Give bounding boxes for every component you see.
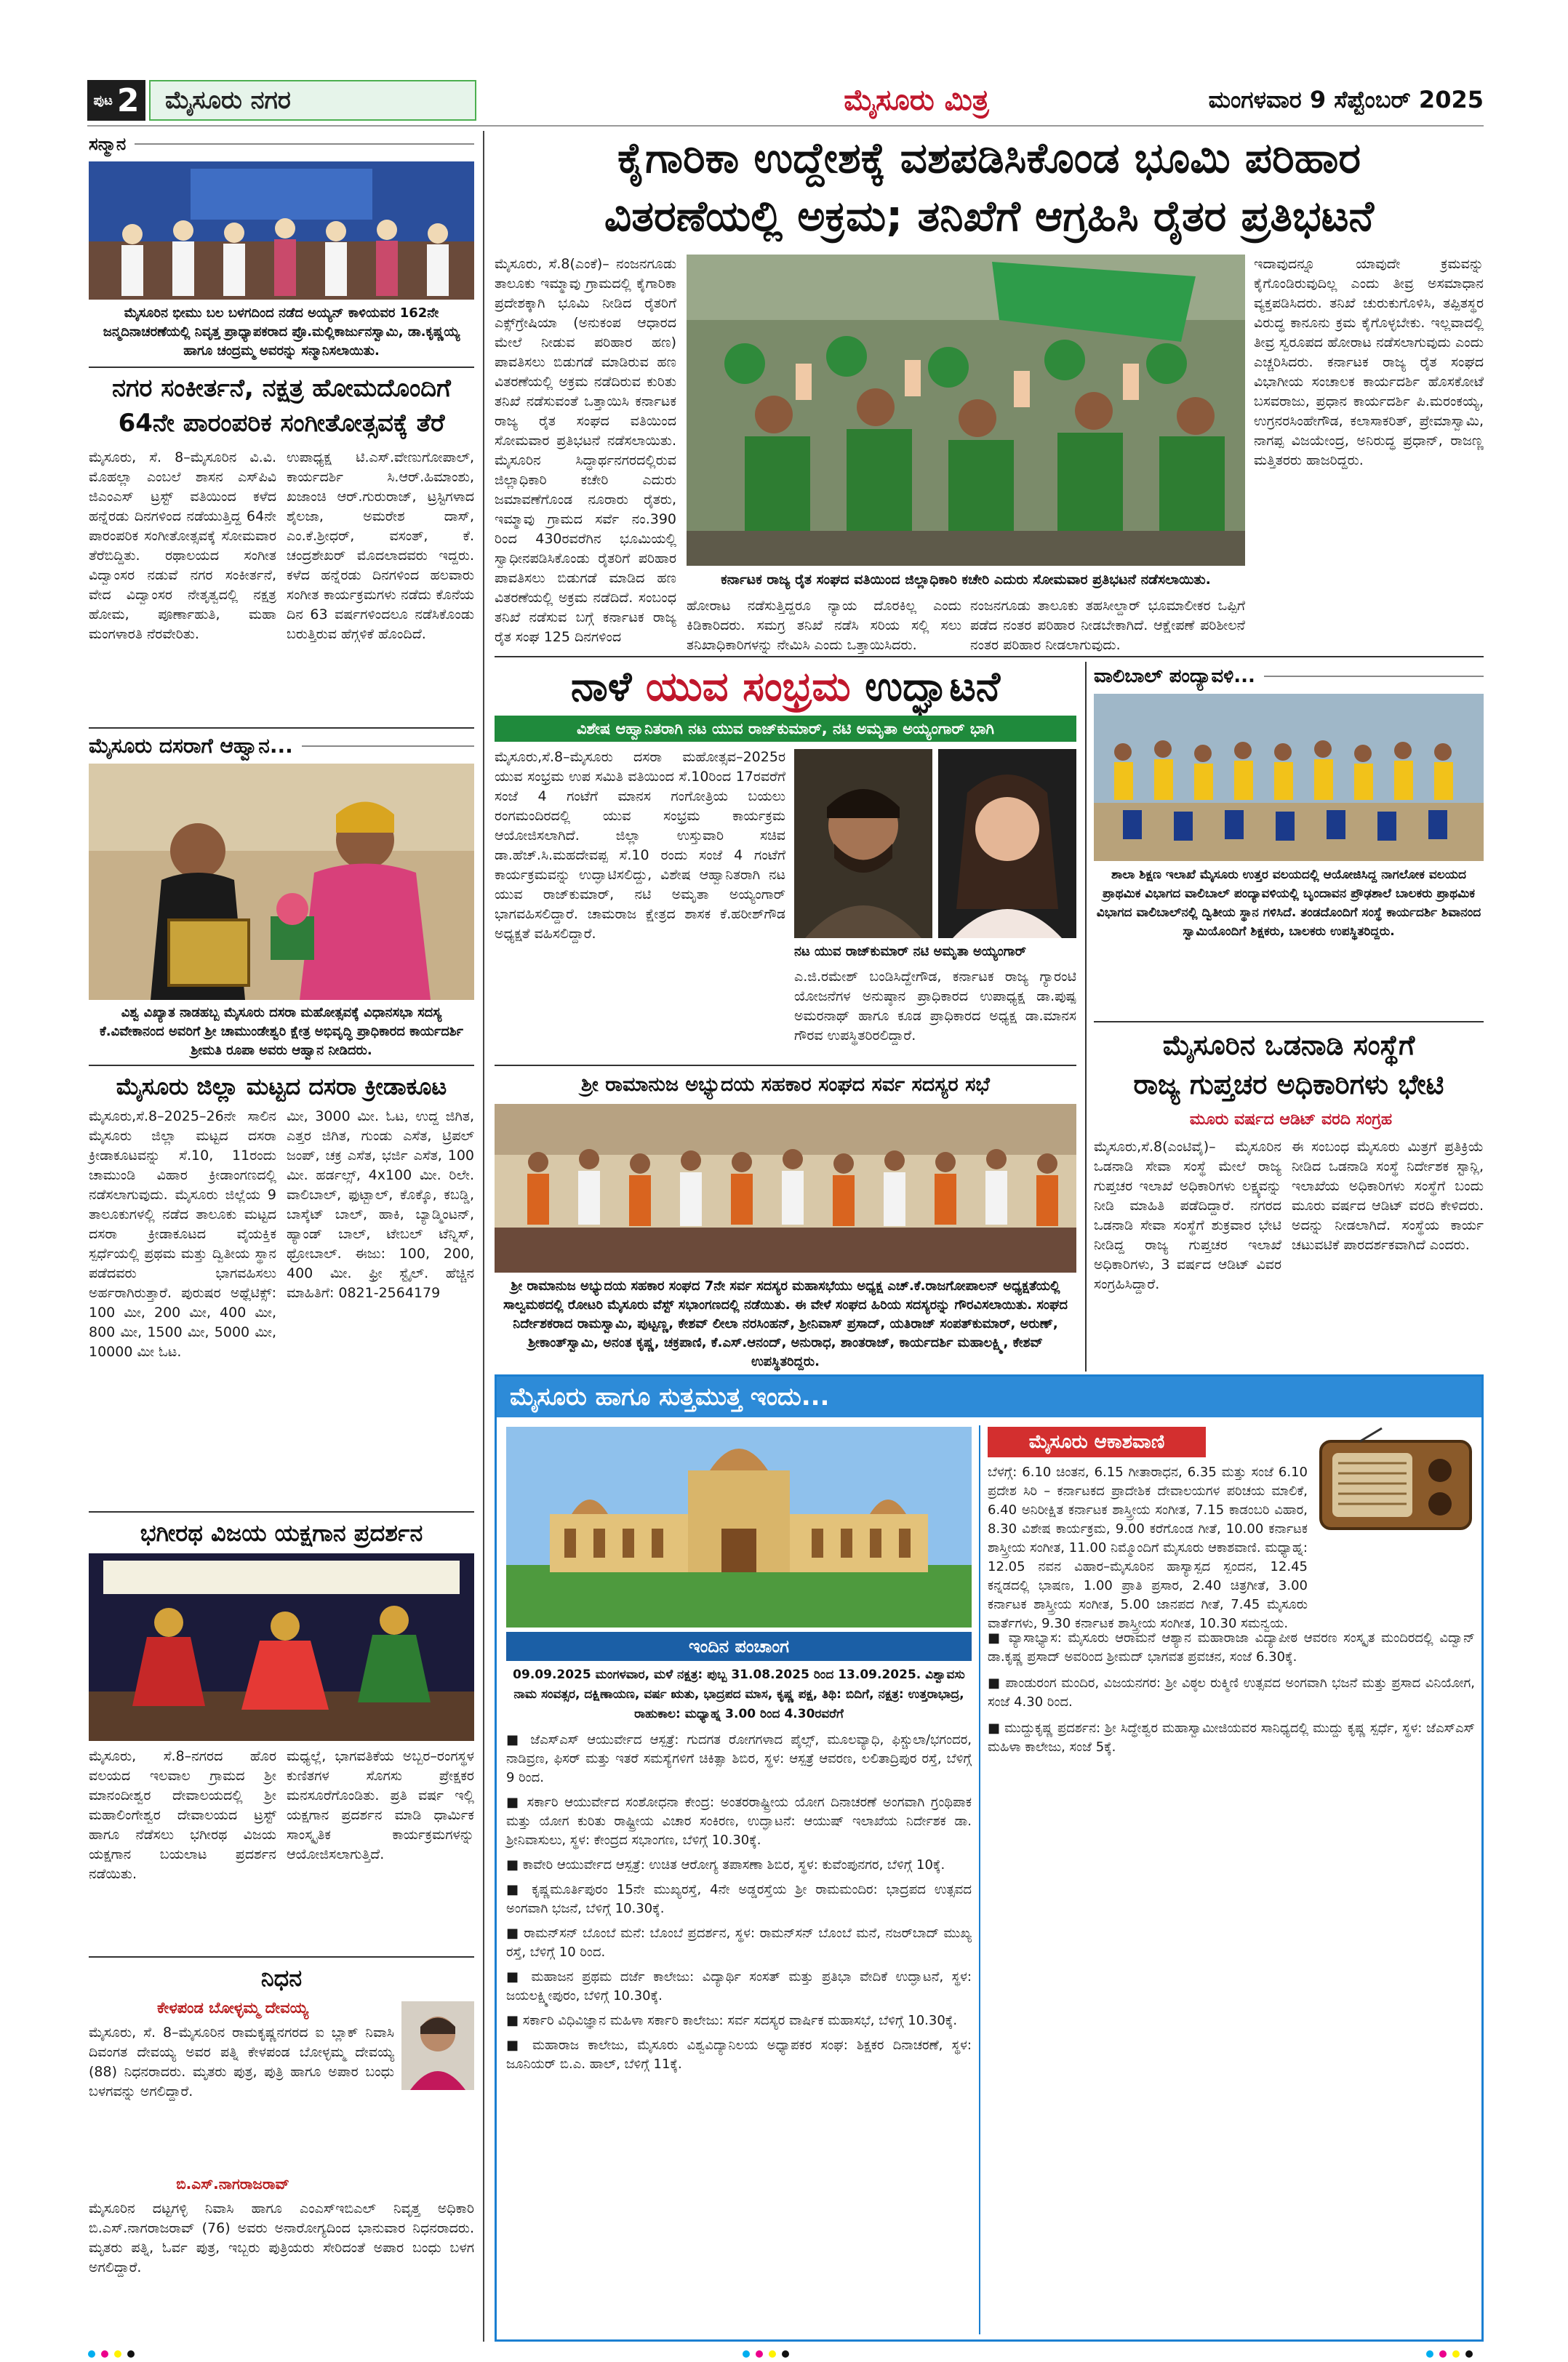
radio-section-header: ಮೈಸೂರು ಆಕಾಶವಾಣಿ	[988, 1427, 1206, 1457]
audit-body-col2: ಈ ಸಂಬಂಧ ಮೈಸೂರು ಮಿತ್ರಗೆ ಪ್ರತಿಕ್ರಿಯೆ ನೀಡಿದ ಒಡನಾಡಿ ಸಂಸ್ಥೆ ನಿರ್ದೇಶಕ ಸ್ಟಾನ್ಲಿ, ಇಲಾಖೆಯ ಅಧಿಕಾರಿಗಳು ಸಂಸ್ಥೆಗೆ ಬಂದು ಮೂರು ವರ್ಷದ ಆಡಿಟ್ ವರದಿ ಕೇಳಿದರು. ಅದನ್ನು ನೀಡಲಾಗಿದೆ. ಸಂಸ್ಥೆಯ ಕಾರ್ಯ ಚಟುವಟಿಕೆ ಪಾರದರ್ಶಕವಾಗಿದೆ ಎಂದರು.	[1292, 1139, 1484, 1253]
audit-headline-line1: ಮೈಸೂರಿನ ಒಡನಾಡಿ ಸಂಸ್ಥೆಗೆ	[1162, 1029, 1415, 1061]
radio-icon	[1316, 1427, 1475, 1536]
ramanuja-headline: ಶ್ರೀ ರಾಮಾನುಜ ಅಭ್ಯುದಯ ಸಹಕಾರ ಸಂಘದ ಸರ್ವ ಸದಸ್ಯರ ಸಭೆ	[581, 1073, 990, 1096]
lead-body-right: ಇದಾವುದನ್ನೂ ಯಾವುದೇ ಕ್ರಮವನ್ನು ಕೈಗೊಂಡಿರುವುದಿಲ್ಲ ಎಂದು ತೀವ್ರ ಅಸಮಾಧಾನ ವ್ಯಕ್ತಪಡಿಸಿದರು. ತನಿಖೆ ಚುರುಕುಗೊಳಿಸಿ, ತಪ್ಪಿತಸ್ಥರ ವಿರುದ್ಧ ಕಾನೂನು ಕ್ರಮ ಕೈಗೊಳ್ಳಬೇಕು. ಇಲ್ಲವಾದಲ್ಲಿ ತೀವ್ರ ಸ್ವರೂಪದ ಹೋರಾಟ ನಡೆಸಲಾಗುವುದು ಎಂದು ಎಚ್ಚರಿಸಿದರು. ಕರ್ನಾಟಕ ರಾಜ್ಯ ರೈತ ಸಂಘದ ವಿಭಾಗೀಯ ಸಂಚಾಲಕ ಕಾರ್ಯದರ್ಶಿ ಹೊಸಕೋಟೆ ಬಸವರಾಜು, ಪ್ರಧಾನ ಕಾರ್ಯದರ್ಶಿ ಪಿ.ಮರಂಕಯ್ಯ, ಉಗ್ರನರಸಿಂಹೇಗೌಡ, ಕಲಾಸಾಕರಿತ್, ಪ್ರೇಮಾಸ್ವಾಮಿ, ನಾಗಪ್ಪ ವಿಜಯೇಂದ್ರ, ಅನಿರುದ್ಧ ಪ್ರಧಾನ್, ರಾಜಣ್ಣ ಮತ್ತಿತರರು ಹಾಜರಿದ್ದರು.	[1254, 256, 1484, 468]
event-item: ■ ಸರ್ಕಾರಿ ವಿಧಿವಿಜ್ಞಾನ ಮಹಿಳಾ ಸರ್ಕಾರಿ ಕಾಲೇಜು: ಸರ್ವ ಸದಸ್ಯರ ವಾರ್ಷಿಕ ಮಹಾಸಭೆ, ಬೆಳಿಗ್ಗೆ 10.30ಕ್ಕೆ.	[506, 2013, 958, 2028]
obituary-section: ನಿಧನ	[260, 1964, 303, 1992]
divider	[495, 1065, 1076, 1066]
column-rule	[1085, 662, 1087, 1372]
section-volleyball	[1094, 662, 1484, 691]
panchanga-title: ಇಂದಿನ ಪಂಚಾಂಗ	[506, 1632, 972, 1661]
obituary-text-1: ಮೈಸೂರು, ಸೆ. 8–ಮೈಸೂರಿನ ರಾಮಕೃಷ್ಣನಗರದ ಐ ಬ್ಲಾಕ್ ನಿವಾಸಿ ದಿವಂಗತ ದೇವಯ್ಯ ಅವರ ಪತ್ನಿ ಕೇಳಪಂಡ ಬೋಳ್ಳಮ್ಮ ದೇವಯ್ಯ (88) ನಿಧನರಾದರು. ಮೃತರು ಪುತ್ರ, ಪುತ್ರಿ ಹಾಗೂ ಅಪಾರ ಬಂಧು ಬಳಗವನ್ನು ಅಗಲಿದ್ದಾರೆ.	[89, 2025, 394, 2099]
event-item: ■ ಮಹಾರಾಜ ಕಾಲೇಜು, ಮೈಸೂರು ವಿಶ್ವವಿದ್ಯಾನಿಲಯ ಅಧ್ಯಾಪಕರ ಸಂಘ: ಶಿಕ್ಷಕರ ದಿನಾಚರಣೆ, ಸ್ಥಳ: ಜೂನಿಯರ್ ಬಿ.ಎ. ಹಾಲ್, ಬೆಳಿಗ್ಗೆ 11ಕ್ಕೆ.	[506, 2038, 972, 2072]
obituary-name-2: ಬಿ.ಎಸ್.ನಾಗರಾಜರಾವ್	[176, 2175, 289, 2193]
lead-headline-line1: ಕೈಗಾರಿಕಾ ಉದ್ದೇಶಕ್ಕೆ ವಶಪಡಿಸಿಕೊಂಡ ಭೂಮಿ ಪರಿಹಾರ	[617, 133, 1361, 183]
divider	[89, 1511, 474, 1513]
section-felicitation-label: ಸನ್ಮಾನ	[89, 134, 127, 154]
audit-body-col1: ಮೈಸೂರು,ಸೆ.8(ಎಂಟಿವೈ)– ಮೈಸೂರಿನ ಒಡನಾಡಿ ಸೇವಾ ಸಂಸ್ಥೆ ಮೇಲೆ ರಾಜ್ಯ ಗುಪ್ತಚರ ಇಲಾಖೆ ಅಧಿಕಾರಿಗಳು ಲಕ್ಷ್ಯವನ್ನು ನೀಡಿ ಮಾಹಿತಿ ಪಡೆದಿದ್ದಾರೆ. ನಗರದ ಒಡನಾಡಿ ಸೇವಾ ಸಂಸ್ಥೆಗೆ ಶುಕ್ರವಾರ ಭೇಟಿ ನೀಡಿದ್ದ ರಾಜ್ಯ ಗುಪ್ತಚರ ಇಲಾಖೆ ಅಧಿಕಾರಿಗಳು, 3 ವರ್ಷದ ಆಡಿಟ್ ವಿವರ ಸಂಗ್ರಹಿಸಿದ್ದಾರೆ.	[1094, 1139, 1281, 1292]
mysore-palace-photo	[506, 1427, 972, 1628]
divider	[89, 1065, 474, 1066]
event-item: ■ ಮಹಾಜನ ಪ್ರಥಮ ದರ್ಜೆ ಕಾಲೇಜು: ವಿದ್ಯಾರ್ಥಿ ಸಂಸತ್ ಮತ್ತು ಪ್ರತಿಭಾ ವೇದಿಕೆ ಉದ್ಘಾಟನೆ, ಸ್ಥಳ: ಜಯಲಕ್ಷ್ಮೀಪುರಂ, ಬೆಳಿಗ್ಗೆ 10.30ಕ್ಕೆ.	[506, 1969, 972, 2003]
section-dasara-invite	[89, 732, 474, 761]
dasara-invite-caption: ವಿಶ್ವ ವಿಖ್ಯಾತ ನಾಡಹಬ್ಬ ಮೈಸೂರು ದಸರಾ ಮಹೋತ್ಸವಕ್ಕೆ ವಿಧಾನಸಭಾ ಸದಸ್ಯ ಕೆ.ವಿವೇಕಾನಂದ ಅವರಿಗೆ ಶ್ರೀ ಚಾಮುಂಡೇಶ್ವರಿ ಕ್ಷೇತ್ರ ಅಭಿವೃದ್ಧಿ ಪ್ರಾಧಿಕಾರದ ಕಾರ್ಯದರ್ಶಿ ಶ್ರೀಮತಿ ರೂಪಾ ಅವರು ಆಹ್ವಾನ ನೀಡಿದರು.	[99, 1005, 464, 1058]
sankeertane-body-col2: ಉಪಾಧ್ಯಕ್ಷ ಟಿ.ಎಸ್.ವೇಣುಗೋಪಾಲ್, ಕಾರ್ಯದರ್ಶಿ ಸಿ.ಆರ್.ಹಿಮಾಂಶು, ಖಜಾಂಚಿ ಆರ್.ಗುರುರಾಜ್, ಟ್ರಸ್ಟಿಗಳಾದ ಶೈಲಜಾ, ಅಮರೇಶ ದಾಸ್, ಎಂ.ಕೆ.ಶ್ರೀಧರ್, ವಸಂತ್, ಕೆ. ಚಂದ್ರಶೇಖರ್ ಮೊದಲಾದವರು ಇದ್ದರು. ಕಳೆದ ಹನ್ನೆರಡು ದಿನಗಳಿಂದ ಹಲವಾರು ಸಂಗೀತ ಕಾರ್ಯಕ್ರಮಗಳು ನಡೆದು ಕೊನೆಯ ದಿನ 63 ವರ್ಷಗಳಿಂದಲೂ ನಡೆಸಿಕೊಂಡು ಬರುತ್ತಿರುವ ಹೆಗ್ಗಳಿಕೆ ಹೊಂದಿದೆ.	[287, 449, 474, 642]
divider	[89, 367, 474, 368]
lead-protest-photo	[687, 255, 1245, 566]
yuva-headline-highlight: ಯುವ ಸಂಭ್ರಮ	[645, 663, 851, 710]
yuva-photo-caption: ನಟ ಯುವ ರಾಜ್‌ಕುಮಾರ್ ನಟಿ ಅಮೃತಾ ಅಯ್ಯಂಗಾರ್	[794, 944, 1027, 959]
audit-headline-line2: ರಾಜ್ಯ ಗುಪ್ತಚರ ಅಧಿಕಾರಿಗಳು ಭೇಟಿ	[1133, 1068, 1444, 1100]
today-events-right	[988, 1629, 1475, 2334]
sports-body-col1: ಮೈಸೂರು,ಸೆ.8–2025–26ನೇ ಸಾಲಿನ ಮೈಸೂರು ಜಿಲ್ಲಾ ಮಟ್ಟದ ದಸರಾ ಕ್ರೀಡಾಕೂಟವನ್ನು ಸೆ.10, 11ರಂದು ಚಾಮುಂಡಿ ವಿಹಾರ ಕ್ರೀಡಾಂಗಣದಲ್ಲಿ ನಡೆಸಲಾಗುವುದು. ಮೈಸೂರು ಜಿಲ್ಲೆಯ 9 ತಾಲೂಕುಗಳಲ್ಲಿ ನಡೆದ ತಾಲೂಕು ಮಟ್ಟದ ದಸರಾ ಕ್ರೀಡಾಕೂಟದ ವೈಯಕ್ತಿಕ ಸ್ಪರ್ಧೆಯಲ್ಲಿ ಪ್ರಥಮ ಮತ್ತು ದ್ವಿತೀಯ ಸ್ಥಾನ ಪಡೆದವರು ಭಾಗವಹಿಸಲು ಅರ್ಹರಾಗಿರುತ್ತಾರೆ. ಪುರುಷರ ಅಥ್ಲೆಟಿಕ್ಸ್: 100 ಮೀ, 200 ಮೀ, 400 ಮೀ, 800 ಮೀ, 1500 ಮೀ, 5000 ಮೀ, 10000 ಮೀ ಓಟ.	[89, 1108, 276, 1360]
page-number: 2	[116, 81, 140, 119]
sports-headline: ಮೈಸೂರು ಜಿಲ್ಲಾ ಮಟ್ಟದ ದಸರಾ ಕ್ರೀಡಾಕೂಟ	[116, 1073, 447, 1100]
lead-photo-caption: ಕರ್ನಾಟಕ ರಾಜ್ಯ ರೈತ ಸಂಘದ ವತಿಯಿಂದ ಜಿಲ್ಲಾಧಿಕಾರಿ ಕಚೇರಿ ಎದುರು ಸೋಮವಾರ ಪ್ರತಿಭಟನೆ ನಡೆಸಲಾಯಿತು.	[721, 572, 1211, 588]
actor-yuva-photo	[794, 749, 932, 938]
yuva-kicker: ವಿಶೇಷ ಆಹ್ವಾನಿತರಾಗಿ ನಟ ಯುವ ರಾಜ್‌ಕುಮಾರ್, ನಟಿ ಅಮೃತಾ ಅಯ್ಯಂಗಾರ್ ಭಾಗಿ	[495, 716, 1076, 742]
yuva-body-col2: ಎ.ಜಿ.ರಮೇಶ್ ಬಂಡಿಸಿದ್ದೇಗೌಡ, ಕರ್ನಾಟಕ ರಾಜ್ಯ ಗ್ಯಾರಂಟಿ ಯೋಜನೆಗಳ ಅನುಷ್ಠಾನ ಪ್ರಾಧಿಕಾರದ ಉಪಾಧ್ಯಕ್ಷ ಡಾ.ಪುಷ್ಪ ಅಮರನಾಥ್ ಹಾಗೂ ಕೂಡ ಪ್ರಾಧಿಕಾರದ ಅಧ್ಯಕ್ಷ ಡಾ.ಮಾನಸ ಗೌರವ ಉಪಸ್ಥಿತರಿರಲಿದ್ದಾರೆ.	[794, 969, 1076, 1044]
dasara-invite-photo	[89, 764, 474, 1000]
ramanuja-group-photo	[495, 1104, 1076, 1273]
yakshagana-body-col1: ಮೈಸೂರು, ಸೆ.8–ನಗರದ ಹೊರ ವಲಯದ ಇಲವಾಲ ಗ್ರಾಮದ ಶ್ರೀ ಮಾನಂದೀಶ್ವರ ದೇವಾಲಯದಲ್ಲಿ ಶ್ರೀ ಮಹಾಲಿಂಗೇಶ್ವರ ದೇವಾಲಯದ ಟ್ರಸ್ಟ್ ಹಾಗೂ ನೆಡೆಸಲು ಭಗೀರಥ ವಿಜಯ ಯಕ್ಷಗಾನ ಬಯಲಾಟ ಪ್ರದರ್ಶನ ನಡೆಯಿತು.	[89, 1748, 276, 1882]
divider	[89, 727, 474, 729]
event-item: ■ ಸರ್ಕಾರಿ ಆಯುರ್ವೇದ ಸಂಶೋಧನಾ ಕೇಂದ್ರ: ಅಂತರರಾಷ್ಟ್ರೀಯ ಯೋಗ ದಿನಾಚರಣೆ ಅಂಗವಾಗಿ ಗ್ರಂಥಿಪಾಕ ಮತ್ತು ಯೋಗ ಕುರಿತು ರಾಷ್ಟ್ರೀಯ ವಿಚಾರ ಸಂಕಿರಣ, ಉದ್ಘಾಟನೆ: ಆಯುಷ್ ಇಲಾಖೆಯ ನಿರ್ದೇಶಕ ಡಾ. ಶ್ರೀನಿವಾಸುಲು, ಸ್ಥಳ: ಕೇಂದ್ರದ ಸಭಾಂಗಣ, ಬೆಳಿಗ್ಗೆ 10.30ಕ್ಕೆ.	[506, 1795, 972, 1848]
yakshagana-photo	[89, 1553, 474, 1741]
panchanga-text: 09.09.2025 ಮಂಗಳವಾರ, ಮಳೆ ನಕ್ಷತ್ರ: ಪುಬ್ಬ 31.08.2025 ರಿಂದ 13.09.2025. ವಿಶ್ವಾವಸು ನಾಮ ಸಂವತ್ಸರ, ದಕ್ಷಿಣಾಯಣ, ವರ್ಷ ಋತು, ಭಾದ್ರಪದ ಮಾಸ, ಕೃಷ್ಣ ಪಕ್ಷ, ತಿಥಿ: ಬಿದಿಗೆ, ನಕ್ಷತ್ರ: ಉತ್ತರಾಭಾದ್ರ, ರಾಹುಕಾಲ: ಮಧ್ಯಾಹ್ನ 3.00 ರಿಂದ 4.30ರವರೆಗೆ	[513, 1668, 965, 1721]
volleyball-team-photo	[1094, 694, 1484, 861]
section-felicitation	[89, 131, 474, 157]
sankeertane-headline: ನಗರ ಸಂಕೀರ್ತನೆ, ನಕ್ಷತ್ರ ಹೋಮದೊಂದಿಗೆ 64ನೇ ಪಾರಂಪರಿಕ ಸಂಗೀತೋತ್ಸವಕ್ಕೆ ತೆರೆ	[112, 374, 451, 438]
lead-headline-line2: ವಿತರಣೆಯಲ್ಲಿ ಅಕ್ರಮ; ತನಿಖೆಗೆ ಆಗ್ರಹಿಸಿ ರೈತರ ಪ್ರತಿಭಟನೆ	[604, 191, 1375, 241]
page-label: ಪುಟ	[93, 92, 113, 108]
section-dasara-invite-label: ಮೈಸೂರು ದಸರಾಗೆ ಆಹ್ವಾನ...	[89, 734, 293, 758]
event-item: ■ ಕೃಷ್ಣಮೂರ್ತಿಪುರಂ 15ನೇ ಮುಖ್ಯರಸ್ತೆ, 4ನೇ ಅಡ್ಡರಸ್ತೆಯ ಶ್ರೀ ರಾಮಮಂದಿರ: ಭಾದ್ರಪದ ಉತ್ಸವದ ಅಂಗವಾಗಿ ಭಜನೆ, ಬೆಳಿಗ್ಗೆ 10.30ಕ್ಕೆ.	[506, 1882, 972, 1916]
lead-body-below2: ನಂಜನಗೂಡು ತಾಲೂಕು ತಹಸೀಲ್ದಾರ್ ಭೂಮಾಲೀಕರ ಒಪ್ಪಿಗೆ ಪಡೆದ ನಂತರ ಪರಿಹಾರ ನೀಡಬೇಕಾಗಿದೆ. ಆಕ್ಷೇಪಣೆ ಪರಿಶೀಲನೆ ನಂತರ ಪರಿಹಾರ ನೀಡಲಾಗುವುದು.	[970, 598, 1245, 653]
event-item: ■ ಮುದ್ದುಕೃಷ್ಣ ಪ್ರದರ್ಶನ: ಶ್ರೀ ಸಿದ್ಧೇಶ್ವರ ಮಹಾಸ್ವಾಮೀಜಿಯವರ ಸಾನಿಧ್ಯದಲ್ಲಿ ಮುದ್ದು ಕೃಷ್ಣ ಸ್ಪರ್ಧೆ, ಸ್ಥಳ: ಜೆಎಸ್‌ಎಸ್ ಮಹಿಳಾ ಕಾಲೇಜು, ಸಂಜೆ 5ಕ್ಕೆ.	[988, 1721, 1475, 1755]
felicitation-caption: ಮೈಸೂರಿನ ಭೀಮು ಬಲ ಬಳಗದಿಂದ ನಡೆದ ಅಯ್ಯನ್ ಕಾಳಿಯವರ 162ನೇ ಜನ್ಮದಿನಾಚರಣೆಯಲ್ಲಿ ನಿವೃತ್ತ ಪ್ರಾಧ್ಯಾಪಕರಾದ ಪ್ರೊ.ಮಲ್ಲಿಕಾರ್ಜುನಸ್ವಾಮಿ, ಡಾ.ಕೃಷ್ಣಯ್ಯ ಹಾಗೂ ಚಂದ್ರಮ್ಮ ಅವರನ್ನು ಸನ್ಮಾನಿಸಲಾಯಿತು.	[103, 305, 460, 359]
event-item: ■ ಕಾವೇರಿ ಆಯುರ್ವೇದ ಆಸ್ಪತ್ರೆ: ಉಚಿತ ಆರೋಗ್ಯ ತಪಾಸಣಾ ಶಿಬಿರ, ಸ್ಥಳ: ಕುವೆಂಪುನಗರ, ಬೆಳಿಗ್ಗೆ 10ಕ್ಕೆ.	[506, 1857, 945, 1873]
event-item: ■ ಜೆಎಸ್‌ಎಸ್ ಆಯುರ್ವೇದ ಆಸ್ಪತ್ರೆ: ಗುದಗತ ರೋಗಗಳಾದ ಪೈಲ್ಸ್, ಮೂಲವ್ಯಾಧಿ, ಫಿಸ್ಚುಲಾ/ಭಗಂದರ, ನಾಡಿವ್ರಣ, ಫಿಸರ್ ಮತ್ತು ಇತರೆ ಸಮಸ್ಯೆಗಳಿಗೆ ಚಿಕಿತ್ಸಾ ಶಿಬಿರ, ಸ್ಥಳ: ಆಸ್ಪತ್ರೆ ಆವರಣ, ಲಲಿತಾದ್ರಿಪುರ ರಸ್ತೆ, ಬೆಳಿಗ್ಗೆ 9 ರಿಂದ.	[506, 1732, 972, 1785]
felicitation-photo	[89, 161, 474, 300]
radio-schedule-top: ಬೆಳಗ್ಗೆ: 6.10 ಚಿಂತನ, 6.15 ಗೀತಾರಾಧನ, 6.35 ಮತ್ತು ಸಂಜೆ 6.10 ಪ್ರದೇಶ ಸಿರಿ – ಕರ್ನಾಟಕದ ಪ್ರಾದೇಶಿಕ ದೇವಾಲಯಗಳ ಪರಿಚಯ ಮಾಲಿಕೆ, 6.40 ಅನಿರೀಕ್ಷಿತ ಕರ್ನಾಟಕ ಶಾಸ್ತ್ರೀಯ ಸಂಗೀತ, 7.15 ಕಾಡಂಬರಿ ವಿಹಾರ, 8.30 ವಿಶೇಷ ಕಾರ್ಯಕ್ರಮ, 9.00 ಕರೆಗೊಂಡ ಗೀತೆ, 10.00 ಕರ್ನಾಟಕ ಶಾಸ್ತ್ರೀಯ ಸಂಗೀತ, 11.00 ನಿಮ್ಮೊಂದಿಗೆ ಮೈಸೂರು ಆಕಾಶವಾಣಿ. ಮಧ್ಯಾಹ್ನ: 12.05 ನವನ ವಿಹಾರ–ಮೈಸೂರಿನ ಹಾಸ್ಯಾಸ್ಪದ ಸ್ಪಂದನ, 12.45 ಕನ್ನಡದಲ್ಲಿ ಭಾಷಣ, 1.00 ಪ್ರಾತಿ ಪ್ರಸಾರ, 2.40 ಚಿತ್ರಗೀತೆ, 3.00 ಕರ್ನಾಟಕ ಶಾಸ್ತ್ರೀಯ ಸಂಗೀತ, 5.00 ಜಾನಪದ ಗೀತೆ, 7.45 ಮೈಸೂರು ವಾರ್ತೆಗಳು, 9.30 ಕರ್ನಾಟಕ ಶಾಸ್ತ್ರೀಯ ಸಂಗೀತ, 10.30 ಸಮನ್ವಯ.	[988, 1465, 1308, 1631]
yakshagana-body-col2: ಮಧ್ಯಲ್ಲೆ, ಭಾಗವತಿಕೆಯ ಅಬ್ಬರ–ರಂಗಸ್ಥಳ ಕುಣಿತಗಳ ಸೊಗಸು ಪ್ರೇಕ್ಷಕರ ಮನಸೂರೆಗೊಂಡಿತು. ಪ್ರತಿ ವರ್ಷ ಇಲ್ಲಿ ಯಕ್ಷಗಾನ ಪ್ರದರ್ಶನ ಮಾಡಿ ಧಾರ್ಮಿಕ ಸಾಂಸ್ಕೃತಿಕ ಕಾರ್ಯಕ್ರಮಗಳನ್ನು ಆಯೋಜಿಸಲಾಗುತ್ತಿದೆ.	[287, 1748, 474, 1862]
masthead-logo: ಮೈಸೂರು ಮಿತ್ರ	[844, 84, 989, 117]
registration-marks-left	[87, 2347, 160, 2356]
sports-body-col2: ಮೀ, 3000 ಮೀ. ಓಟ, ಉದ್ದ ಜಿಗಿತ, ಎತ್ತರ ಜಿಗಿತ, ಗುಂಡು ಎಸೆತ, ಟ್ರಿಪಲ್ ಜಂಪ್, ಚಕ್ರ ಎಸೆತ, ಭರ್ಜಿ ಎಸೆತ, 100 ಮೀ. ಹರ್ಡಲ್ಸ್, 4x100 ಮೀ. ರಿಲೇ. ವಾಲಿಬಾಲ್, ಫುಟ್ಬಾಲ್, ಕೊಕ್ಕೊ, ಕಬಡ್ಡಿ, ಬಾಸ್ಕೆಟ್ ಬಾಲ್, ಹಾಕಿ, ಬ್ಯಾಡ್ಮಿಂಟನ್, ಹ್ಯಾಂಡ್ ಬಾಲ್, ಟೇಬಲ್ ಟೆನ್ನಿಸ್, ಥ್ರೋಬಾಲ್. ಈಜು: 100, 200, 400 ಮೀ. ಫ್ರೀ ಸ್ಟೈಲ್. ಹೆಚ್ಚಿನ ಮಾಹಿತಿಗೆ: 0821-2564179	[287, 1108, 474, 1301]
yuva-headline	[495, 662, 1076, 713]
today-section-header: ಮೈಸೂರು ಹಾಗೂ ಸುತ್ತಮುತ್ತ ಇಂದು...	[497, 1377, 1481, 1417]
event-item: ■ ವ್ಯಾಸಾಭ್ಯಾಸ: ಮೈಸೂರು ಆರಾಮನೆ ಆಶ್ಯಾನ ಮಹಾರಾಜಾ ವಿದ್ಯಾಪೀಠ ಆವರಣ ಸಂಸ್ಕೃತ ಮಂದಿರದಲ್ಲಿ ವಿದ್ವಾನ್ ಡಾ.ಕೃಷ್ಣ ಪ್ರಸಾದ್ ಅವರಿಂದ ಶ್ರೀಮದ್ ಭಾಗವತ ಪ್ರವಚನ, ಸಂಜೆ 6.30ಕ್ಕೆ.	[988, 1630, 1475, 1665]
divider	[89, 1956, 474, 1958]
actress-amrutha-photo	[938, 749, 1076, 938]
lead-body-below1: ಹೋರಾಟ ನಡೆಸುತ್ತಿದ್ದರೂ ನ್ಯಾಯ ದೊರಕಿಲ್ಲ ಎಂದು ಕಿಡಿಕಾರಿದರು. ಸಮಗ್ರ ತನಿಖೆ ನಡೆಸಿ ಸರಿಯ ಸಲ್ಲಿ ಸಲು ತನಿಖಾಧಿಕಾರಿಗಳನ್ನು ನೇಮಿಸಿ ಎಂದು ಒತ್ತಾಯಿಸಿದರು.	[687, 598, 961, 653]
yuva-headline-post: ಉದ್ಘಾಟನೆ	[850, 663, 1001, 710]
obituary-text-2: ಮೈಸೂರಿನ ದಟ್ಟಗಳ್ಳಿ ನಿವಾಸಿ ಹಾಗೂ ಎಂಎಸ್‌ಇಬಿಎಲ್ ನಿವೃತ್ತ ಅಧಿಕಾರಿ ಬಿ.ಎಸ್.ನಾಗರಾಜರಾವ್ (76) ಅವರು ಅನಾರೋಗ್ಯದಿಂದ ಭಾನುವಾರ ನಿಧನರಾದರು. ಮೃತರು ಪತ್ನಿ, ಓರ್ವ ಪುತ್ರ, ಇಬ್ಬರು ಪುತ್ರಿಯರು ಸೇರಿದಂತೆ ಅಪಾರ ಬಂಧು ಬಳಗ ಅಗಲಿದ್ದಾರೆ.	[89, 2201, 474, 2275]
yuva-headline-pre: ನಾಳೆ	[570, 663, 646, 710]
today-events-list	[506, 1731, 972, 2334]
event-item: ■ ರಾಮನ್‌ಸನ್ ಬೊಂಬೆ ಮನೆ: ಬೊಂಬೆ ಪ್ರದರ್ಶನ, ಸ್ಥಳ: ರಾಮನ್‌ಸನ್ ಬೊಂಬೆ ಮನೆ, ನಜರ್‌ಬಾದ್ ಮುಖ್ಯ ರಸ್ತೆ, ಬೆಳಿಗ್ಗೆ 10 ರಿಂದ.	[506, 1926, 972, 1960]
sankeertane-body-col1: ಮೈಸೂರು, ಸೆ. 8–ಮೈಸೂರಿನ ವಿ.ವಿ. ಮೊಹಲ್ಲಾ ಎಂಬಲೆ ಶಾಸನ ಎಸ್‌ಪಿವಿ ಜಿಎಂಎಸ್ ಟ್ರಸ್ಟ್ ವತಿಯಿಂದ ಕಳೆದ ಹನ್ನೆರಡು ದಿನಗಳಿಂದ ನಡೆಯುತ್ತಿದ್ದ 64ನೇ ಪಾರಂಪರಿಕ ಸಂಗೀತೋತ್ಸವಕ್ಕೆ ಸೋಮವಾರ ತೆರೆಬಿದ್ದಿತು. ರಥಾಲಯದ ಸಂಗೀತ ವಿದ್ವಾಂಸರ ನಡುವೆ ನಗರ ಸಂಕೀರ್ತನೆ, ವೇದ ವಿದ್ವಾಂಸರ ನೇತೃತ್ವದಲ್ಲಿ ನಕ್ಷತ್ರ ಹೋಮ, ಪೂರ್ಣಾಹುತಿ, ಮಹಾ ಮಂಗಳಾರತಿ ನೆರವೇರಿತು.	[89, 449, 276, 642]
ramanuja-caption: ಶ್ರೀ ರಾಮಾನುಜ ಅಭ್ಯುದಯ ಸಹಕಾರ ಸಂಘದ 7ನೇ ಸರ್ವ ಸದಸ್ಯರ ಮಹಾಸಭೆಯು ಅಧ್ಯಕ್ಷ ಎಚ್.ಕೆ.ರಾಜಗೋಪಾಲನ್ ಅಧ್ಯಕ್ಷತೆಯಲ್ಲಿ ಸಾಲ್ವಮಠದಲ್ಲಿ ರೋಟರಿ ಮೈಸೂರು ವೆಸ್ಟ್ ಸಭಾಂಗಣದಲ್ಲಿ ನಡೆಯಿತು. ಈ ವೇಳೆ ಸಂಘದ ಹಿರಿಯ ಸದಸ್ಯರನ್ನು ಗೌರವಿಸಲಾಯಿತು. ಸಂಘದ ನಿರ್ದೇಶಕರಾದ ರಾಮಸ್ವಾಮಿ, ಪುಟ್ಟಣ್ಣ, ಕೇಶವ್ ಲೀಲಾ ನರಸಿಂಹನ್, ಶ್ರೀನಿವಾಸ್ ಪ್ರಸಾದ್, ಯತಿರಾಜ್ ಸಂಪತ್‌ಕುಮಾರ್, ಅರುಣ್, ಶ್ರೀಕಾಂತ್‌ಸ್ವಾಮಿ, ಅನಂತ ಕೃಷ್ಣ, ಚಕ್ರಪಾಣಿ, ಕೆ.ಎಸ್.ಆನಂದ್, ಅನುರಾಧ, ಶಾಂತರಾಜ್, ಕಾರ್ಯದರ್ಶಿ ಮಹಾಲಕ್ಷ್ಮಿ, ಕೇಶವ್ ಉಪಸ್ಥಿತರಿದ್ದರು.	[503, 1278, 1068, 1369]
registration-marks-center	[742, 2347, 815, 2356]
dateline: ಮಂಗಳವಾರ 9 ಸೆಪ್ಟೆಂಬರ್ 2025	[1208, 86, 1484, 113]
column-rule	[979, 1425, 980, 2334]
section-volleyball-label: ವಾಲಿಬಾಲ್ ಪಂದ್ಯಾವಳಿ...	[1094, 665, 1255, 687]
header-rule	[87, 125, 1484, 127]
event-item: ■ ಪಾಂಡುರಂಗ ಮಂದಿರ, ವಿಜಯನಗರ: ಶ್ರೀ ವಿಠ್ಠಲ ರುಕ್ಮಿಣಿ ಉತ್ಸವದ ಅಂಗವಾಗಿ ಭಜನೆ ಮತ್ತು ಪ್ರಸಾದ ವಿನಿಯೋಗ, ಸಂಜೆ 4.30 ರಿಂದ.	[988, 1676, 1475, 1710]
audit-kicker: ಮೂರು ವರ್ಷದ ಆಡಿಟ್ ವರದಿ ಸಂಗ್ರಹ	[1135, 1107, 1447, 1132]
divider	[495, 656, 1484, 657]
divider	[1094, 1021, 1484, 1022]
yakshagana-headline: ಭಗೀರಥ ವಿಜಯ ಯಕ್ಷಗಾನ ಪ್ರದರ್ಶನ	[140, 1519, 423, 1547]
registration-marks-right	[1425, 2347, 1484, 2356]
obituary-portrait-1	[401, 2001, 474, 2090]
page-number-badge	[87, 80, 145, 121]
section-name: ಮೈಸೂರು ನಗರ	[149, 80, 476, 121]
yuva-body-col1: ಮೈಸೂರು,ಸೆ.8–ಮೈಸೂರು ದಸರಾ ಮಹೋತ್ಸವ–2025ರ ಯುವ ಸಂಭ್ರಮ ಉಪ ಸಮಿತಿ ವತಿಯಿಂದ ಸೆ.10ರಿಂದ 17ರವರೆಗೆ ಸಂಜೆ 4 ಗಂಟೆಗೆ ಮಾನಸ ಗಂಗೋತ್ರಿಯ ಬಯಲು ರಂಗಮಂದಿರದಲ್ಲಿ ಯುವ ಸಂಭ್ರಮ ಕಾರ್ಯಕ್ರಮ ಆಯೋಜಿಸಲಾಗಿದೆ. ಜಿಲ್ಲಾ ಉಸ್ತುವಾರಿ ಸಚಿವ ಡಾ.ಹೆಚ್.ಸಿ.ಮಹದೇವಪ್ಪ ಸೆ.10 ರಂದು ಸಂಜೆ 4 ಗಂಟೆಗೆ ಕಾರ್ಯಕ್ರಮವನ್ನು ಉದ್ಘಾಟಿಸಲಿದ್ದು, ವಿಶೇಷ ಆಹ್ವಾನಿತರಾಗಿ ನಟ ಯುವ ರಾಜ್‌ಕುಮಾರ್, ನಟಿ ಅಮೃತಾ ಅಯ್ಯಂಗಾರ್ ಭಾಗವಹಿಸಲಿದ್ದಾರೆ. ಚಾಮರಾಜ ಕ್ಷೇತ್ರದ ಶಾಸಕ ಕೆ.ಹರೀಶ್‌ಗೌಡ ಅಧ್ಯಕ್ಷತೆ ವಹಿಸಲಿದ್ದಾರೆ.	[495, 749, 785, 942]
lead-body-col1: ಮೈಸೂರು, ಸೆ.8(ಎಂಕೆ)– ನಂಜನಗೂಡು ತಾಲೂಕು ಇಮ್ಮಾವು ಗ್ರಾಮದಲ್ಲಿ ಕೈಗಾರಿಕಾ ಪ್ರದೇಶಕ್ಕಾಗಿ ಭೂಮಿ ನೀಡಿದ ರೈತರಿಗೆ ಎಕ್ಸ್‌ಗ್ರೇಷಿಯಾ (ಅನುಕಂಪ ಆಧಾರದ ಮೇಲೆ ನೀಡುವ ಪರಿಹಾರ ಹಣ) ಪಾವತಿಸಲು ಬಿಡುಗಡೆ ಮಾಡಿರುವ ಹಣ ವಿತರಣೆಯಲ್ಲಿ ಅಕ್ರಮ ನಡೆದಿರುವ ಕುರಿತು ತನಿಖೆ ನಡೆಸುವಂತೆ ಒತ್ತಾಯಿಸಿ ಕರ್ನಾಟಕ ರಾಜ್ಯ ರೈತ ಸಂಘದ ವತಿಯಿಂದ ಸೋಮವಾರ ಪ್ರತಿಭಟನೆ ನಡೆಸಲಾಯಿತು. ಮೈಸೂರಿನ ಸಿದ್ಧಾರ್ಥನಗರದಲ್ಲಿರುವ ಜಿಲ್ಲಾಧಿಕಾರಿ ಕಚೇರಿ ಎದುರು ಜಮಾವಣೆಗೊಂಡ ನೂರಾರು ರೈತರು, ಇಮ್ಮಾವು ಗ್ರಾಮದ ಸರ್ವೆ ನಂ.390 ರಿಂದ 430ರವರೆಗಿನ ಭೂಮಿಯಲ್ಲಿ ಸ್ವಾಧೀನಪಡಿಸಿಕೊಂಡು ರೈತರಿಗೆ ಪರಿಹಾರ ಪಾವತಿಸಲು ಬಿಡುಗಡೆ ಮಾಡಿದ ಹಣ ವಿತರಣೆಯಲ್ಲಿ ಅಕ್ರಮ ನಡೆದಿದೆ. ಸಂಬಂಧ ತನಿಖೆ ನಡೆಸುವ ಬಗ್ಗೆ ಕರ್ನಾಟಕ ರಾಜ್ಯ ರೈತ ಸಂಘ 125 ದಿನಗಳಿಂದ	[495, 256, 676, 645]
volleyball-caption: ಶಾಲಾ ಶಿಕ್ಷಣ ಇಲಾಖೆ ಮೈಸೂರು ಉತ್ತರ ವಲಯದಲ್ಲಿ ಆಯೋಜಿಸಿದ್ದ ನಾಗಲೋಕ ವಲಯದ ಪ್ರಾಥಮಿಕ ವಿಭಾಗದ ವಾಲಿಬಾಲ್ ಪಂದ್ಯಾವಳಿಯಲ್ಲಿ ಬೃಂದಾವನ ಪ್ರೌಢಶಾಲೆ ಬಾಲಕರು ಪ್ರಾಥಮಿಕ ವಿಭಾಗದ ವಾಲಿಬಾಲ್‌ನಲ್ಲಿ ದ್ವಿತೀಯ ಸ್ಥಾನ ಗಳಿಸಿದೆ. ತಂಡದೊಂದಿಗೆ ಸಂಸ್ಥೆ ಕಾರ್ಯದರ್ಶಿ ಶಿವಾನಂದ ಸ್ವಾಮಿಯೊಂದಿಗೆ ಶಿಕ್ಷಕರು, ಬಾಲಕರು ಉಪಸ್ಥಿತರಿದ್ದರು.	[1096, 868, 1481, 939]
obituary-name-1: ಕೇಳಪಂಡ ಬೋಳ್ಳಮ್ಮ ದೇವಯ್ಯ	[156, 1999, 308, 2017]
column-rule	[483, 131, 484, 2342]
